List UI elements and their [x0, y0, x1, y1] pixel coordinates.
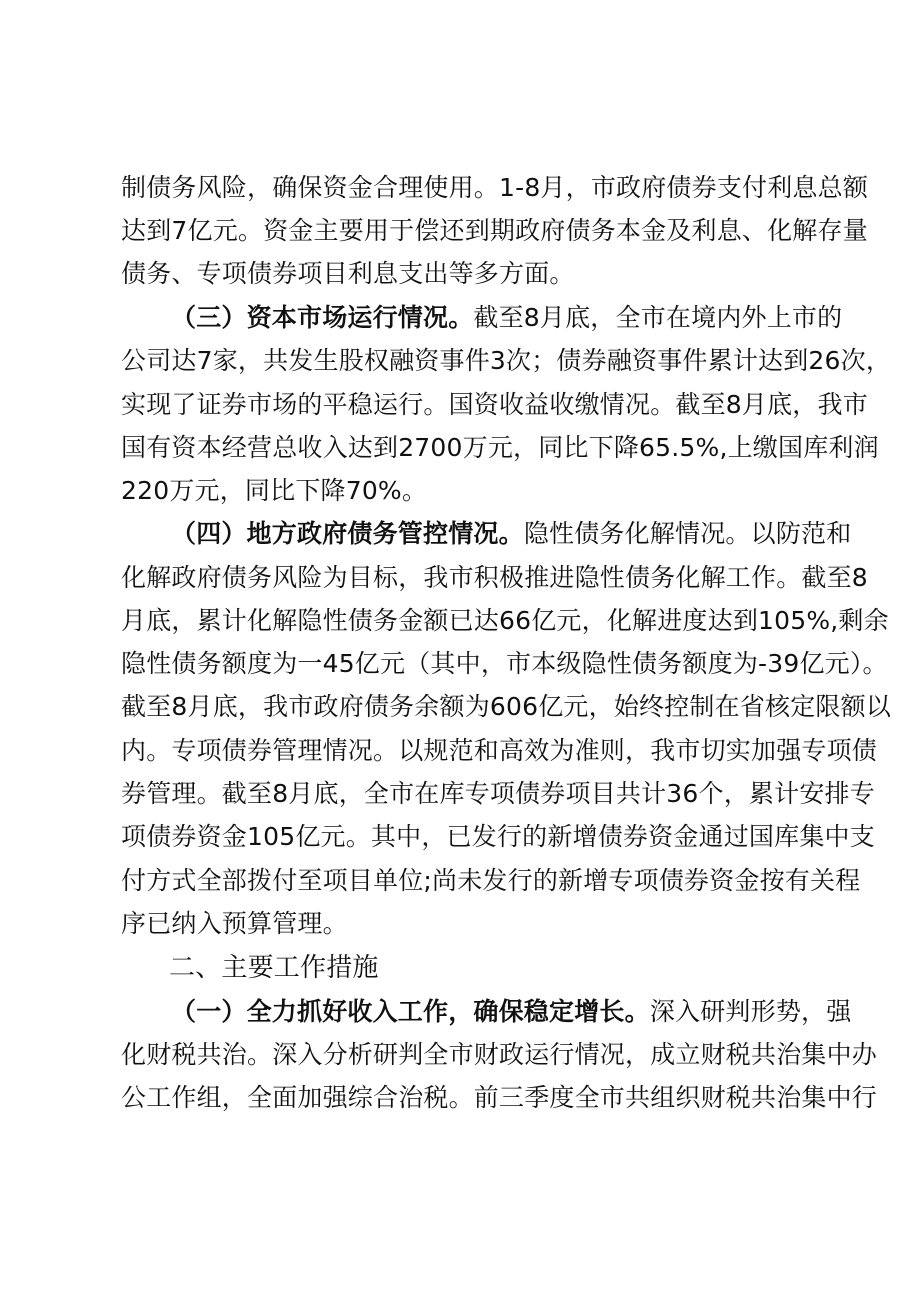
paragraph-line: 序已纳入预算管理。 — [121, 909, 348, 938]
paragraph-text: 隐性债务化解情况。以防范和 — [523, 519, 852, 548]
paragraph-line: 内。专项债券管理情况。以规范和高效为准则，我市切实加强专项债 — [121, 736, 878, 765]
paragraph-line: 化解政府债务风险为目标，我市积极推进隐性债务化解工作。截至8 — [121, 563, 868, 592]
paragraph-line: 项债券资金105亿元。其中，已发行的新增债券资金通过国库集中支 — [121, 822, 875, 851]
paragraph-line: 隐性债务额度为一45亿元（其中，市本级隐性债务额度为-39亿元）。 — [121, 649, 888, 678]
section-title-revenue: （一）全力抓好收入工作，确保稳定增长。 — [171, 997, 650, 1026]
section-heading-line — [171, 519, 852, 549]
section-heading-line — [171, 303, 843, 333]
paragraph-line: 付方式全部拨付至项目单位;尚未发行的新增专项债券资金按有关程 — [121, 866, 861, 895]
paragraph-line: 国有资本经营总收入达到2700万元，同比下降65.5%,上缴国库利润 — [121, 433, 879, 462]
section-heading-line — [171, 997, 852, 1027]
paragraph-line: 220万元，同比下降70%。 — [121, 476, 428, 505]
paragraph-line: 券管理。截至8月底，全市在库专项债券项目共计36个，累计安排专 — [121, 779, 875, 808]
paragraph-line: 制债务风险，确保资金合理使用。1-8月，市政府债券支付利息总额 — [121, 173, 869, 202]
paragraph-line: 债务、专项债券项目利息支出等多方面。 — [121, 259, 575, 288]
paragraph-text: 深入研判形势，强 — [649, 997, 852, 1026]
paragraph-line: 达到7亿元。资金主要用于偿还到期政府债务本金及利息、化解存量 — [121, 216, 868, 245]
section-title-debt-control: （四）地方政府债务管控情况。 — [171, 519, 524, 548]
section-title-capital-market: （三）资本市场运行情况。 — [171, 303, 474, 332]
paragraph-line: 月底，累计化解隐性债务金额已达66亿元，化解进度达到105%,剩余 — [121, 606, 889, 635]
paragraph-line: 化财税共治。深入分析研判全市财政运行情况，成立财税共治集中办 — [121, 1040, 878, 1069]
paragraph-line: 实现了证券市场的平稳运行。国资收益收缴情况。截至8月底，我市 — [121, 390, 868, 419]
paragraph-line: 公司达7家，共发生股权融资事件3次；债券融资事件累计达到26次， — [121, 346, 892, 375]
chapter-heading: 二、主要工作措施 — [169, 953, 379, 983]
paragraph-line: 公工作组，全面加强综合治税。前三季度全市共组织财税共治集中行 — [121, 1083, 878, 1112]
paragraph-line: 截至8月底，我市政府债务余额为606亿元，始终控制在省核定限额以 — [121, 692, 892, 721]
paragraph-text: 截至8月底，全市在境内外上市的 — [473, 303, 843, 332]
